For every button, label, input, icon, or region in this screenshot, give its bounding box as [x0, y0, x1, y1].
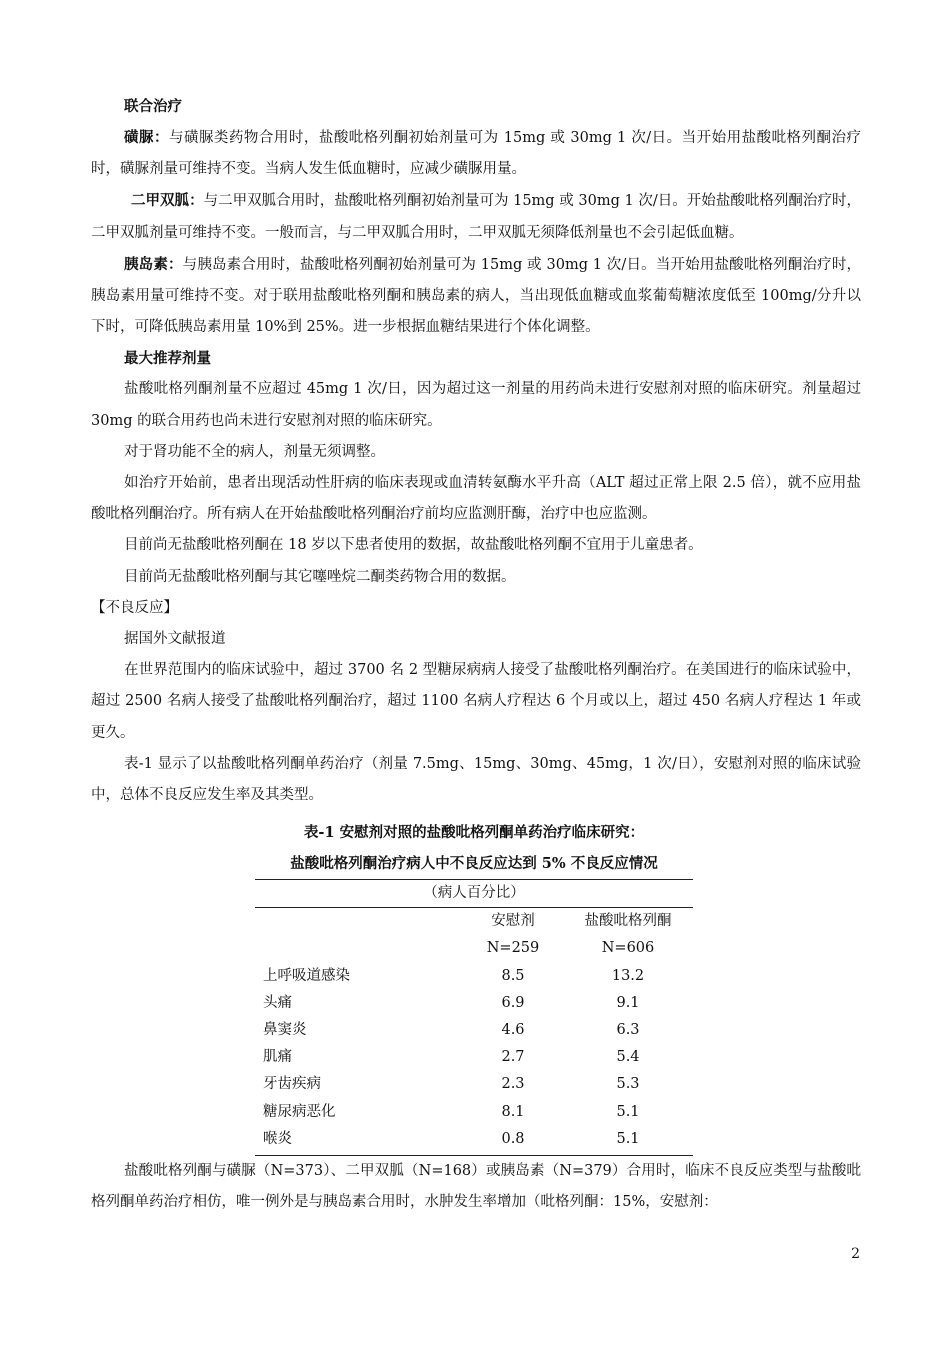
paragraph-sulfonylurea: [91, 122, 861, 185]
row-drug-value: 5.4: [616, 1049, 640, 1066]
row-placebo-value: 2.3: [501, 1076, 525, 1093]
table-n-row: [255, 935, 693, 962]
adverse-reactions-table: [255, 817, 693, 1156]
paragraph-insulin: [91, 249, 861, 344]
table-row: [255, 1099, 693, 1126]
row-name: 肌痛: [263, 1049, 292, 1066]
table-row: [255, 1126, 693, 1153]
row-name: 糖尿病恶化: [263, 1103, 336, 1120]
row-drug-value: 5.3: [616, 1076, 640, 1093]
table-caption-line-1: 表-1 安慰剂对照的盐酸吡格列酮单药治疗临床研究：: [303, 824, 645, 842]
text-metformin: 与二甲双胍合用时，盐酸吡格列酮初始剂量可为 15mg 或 30mg 1 次/日。开始盐酸吡格列酮治疗时，二甲双胍剂量可维持不变。一般而言，与二甲双胍合用时，二甲双胍无须降低剂量也不会引起低血糖。: [91, 193, 861, 241]
table-unit-note: （病人百分比）: [255, 879, 693, 907]
text-sulfonylurea: 与磺脲类药物合用时，盐酸吡格列酮初始剂量可为 15mg 或 30mg 1 次/日。当开始用盐酸吡格列酮治疗时，磺脲剂量可维持不变。当病人发生低血糖时，应减少磺脲用量。: [91, 130, 862, 178]
row-placebo-value: 0.8: [501, 1130, 525, 1147]
row-placebo-value: 6.9: [501, 994, 525, 1011]
table-row: [255, 1044, 693, 1071]
row-drug-value: 13.2: [611, 967, 645, 984]
row-drug-value: 5.1: [616, 1103, 640, 1120]
paragraph-max-dose-2: 对于肾功能不全的病人，剂量无须调整。: [124, 443, 385, 460]
lead-metformin: 二甲双胍：: [131, 192, 204, 210]
table-row: [255, 990, 693, 1017]
row-drug-value: 5.1: [616, 1130, 640, 1147]
paragraph-max-dose-4: 目前尚无盐酸吡格列酮在 18 岁以下患者使用的数据，故盐酸吡格列酮不宜用于儿童患者。: [124, 537, 703, 554]
row-placebo-value: 2.7: [501, 1049, 525, 1066]
col-header-drug: 盐酸吡格列酮: [584, 913, 672, 930]
row-name: 喉炎: [263, 1130, 292, 1147]
table-row: [255, 1071, 693, 1098]
paragraph-adverse-1: 据国外文献报道: [124, 631, 226, 648]
row-drug-value: 6.3: [616, 1022, 640, 1039]
n-placebo: N=259: [486, 940, 540, 957]
row-name: 头痛: [263, 994, 292, 1011]
paragraph-adverse-3: 表-1 显示了以盐酸吡格列酮单药治疗（剂量 7.5mg、15mg、30mg、45mg，1 次/日），安慰剂对照的临床试验中，总体不良反应发生率及其类型。: [91, 755, 861, 804]
n-drug: N=606: [601, 940, 655, 957]
table-caption-line-2: 盐酸吡格列酮治疗病人中不良反应达到 5% 不良反应情况: [290, 855, 658, 873]
lead-insulin: 胰岛素：: [124, 255, 183, 273]
table-row: [255, 1017, 693, 1044]
text-insulin: 与胰岛素合用时，盐酸吡格列酮初始剂量可为 15mg 或 30mg 1 次/日。当开始用盐酸吡格列酮治疗时，胰岛素用量可维持不变。对于联用盐酸吡格列酮和胰岛素的病人，当出现低血糖或血浆葡萄糖浓度低至 100mg/分升以下时，可降低胰岛素用量 10%到 25%。进一步根据血糖结果进行个体化调整。: [91, 256, 861, 336]
row-placebo-value: 8.1: [501, 1103, 525, 1120]
row-name: 牙齿疾病: [263, 1076, 321, 1093]
row-placebo-value: 8.5: [501, 967, 525, 984]
heading-max-dose: 最大推荐剂量: [124, 350, 211, 368]
heading-combination-therapy: 联合治疗: [124, 98, 182, 115]
paragraph-max-dose-1: 盐酸吡格列酮剂量不应超过 45mg 1 次/日，因为超过这一剂量的用药尚未进行安慰剂对照的临床研究。剂量超过 30mg 的联合用药也尚未进行安慰剂对照的临床研究。: [91, 381, 861, 429]
table-header-row: [255, 908, 693, 935]
paragraph-max-dose-3: 如治疗开始前，患者出现活动性肝病的临床表现或血清转氨酶水平升高（ALT 超过正常上限 2.5 倍），就不应用盐酸吡格列酮治疗。所有病人在开始盐酸吡格列酮治疗前均应监测肝酶，治疗中也应监测。: [91, 475, 861, 523]
table-row: [255, 963, 693, 990]
col-header-placebo: 安慰剂: [491, 913, 535, 930]
paragraph-max-dose-5: 目前尚无盐酸吡格列酮与其它噻唑烷二酮类药物合用的数据。: [124, 568, 516, 585]
paragraph-metformin: [91, 185, 861, 248]
paragraph-adverse-4: 盐酸吡格列酮与磺脲（N=373）、二甲双胍（N=168）或胰岛素（N=379）合用时，临床不良反应类型与盐酸吡格列酮单药治疗相仿，唯一例外是与胰岛素合用时，水肿发生率增加（吡格列酮：15%，安慰剂：: [91, 1163, 861, 1211]
page-number: 2: [851, 1246, 860, 1262]
row-name: 上呼吸道感染: [263, 967, 350, 984]
row-placebo-value: 4.6: [501, 1022, 525, 1039]
table-bottom-rule: [255, 1155, 693, 1156]
page-content: [91, 91, 861, 1219]
lead-sulfonylurea: 磺脲：: [124, 129, 169, 146]
paragraph-adverse-2: 在世界范围内的临床试验中，超过 3700 名 2 型糖尿病病人接受了盐酸吡格列酮治疗。在美国进行的临床试验中，超过 2500 名病人接受了盐酸吡格列酮治疗，超过 1100 名病人疗程达 6 个月或以上，超过 450 名病人疗程达 1 年或更久。: [91, 662, 861, 741]
heading-adverse-reactions: 【不良反应】: [91, 599, 178, 616]
row-drug-value: 9.1: [616, 994, 640, 1011]
row-name: 鼻窦炎: [263, 1022, 307, 1039]
